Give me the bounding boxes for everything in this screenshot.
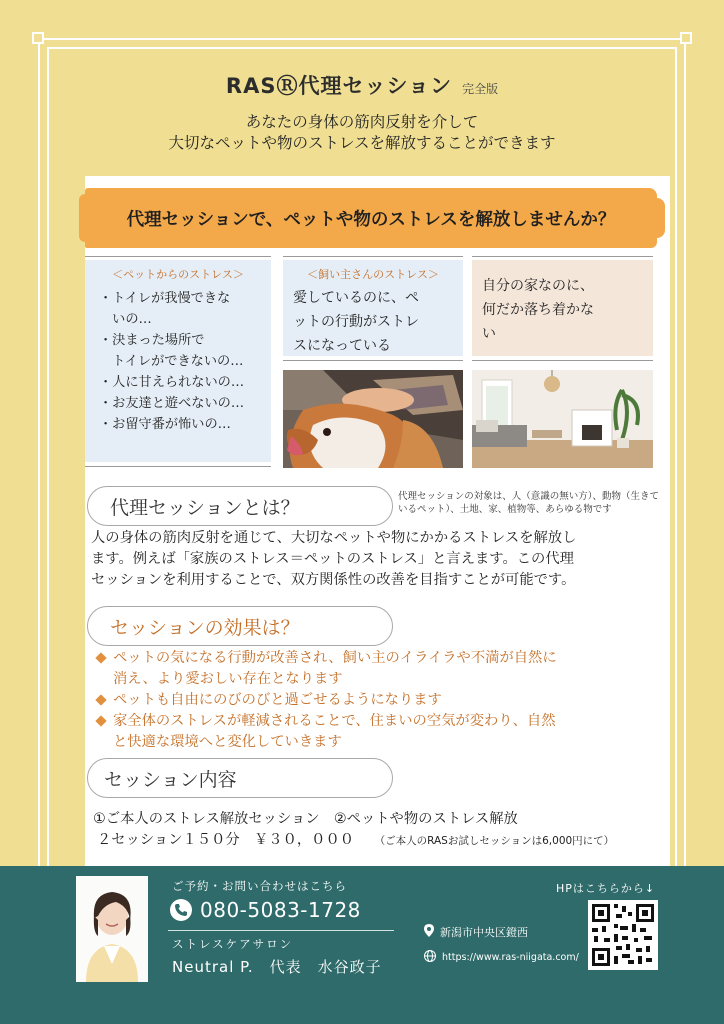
list-item bbox=[95, 690, 667, 711]
owner-stress-label: ＜飼い主さんのストレス＞ bbox=[307, 268, 439, 281]
banner-text: 代理セッションで、ペットや物のストレスを解放しませんか？ bbox=[126, 209, 616, 230]
phone-number[interactable]: 080-5083-1728 bbox=[200, 898, 361, 922]
para-line: 人の身体の筋肉反射を通じて、大切なペットや物にかかるストレスを解放し bbox=[91, 530, 577, 546]
card-top-rule bbox=[472, 256, 653, 257]
diamond-bullet-icon bbox=[95, 694, 106, 705]
map-pin-icon bbox=[424, 924, 434, 940]
frame-corner bbox=[680, 32, 692, 44]
dog-photo bbox=[283, 370, 463, 468]
effect-line: ペットも自由にのびのびと過ごせるようになります bbox=[113, 692, 442, 708]
pet-stress-card bbox=[85, 260, 271, 462]
effect-line: 消え、より愛おしい存在となります bbox=[113, 671, 343, 687]
card-line: ットの行動がストレ bbox=[293, 314, 419, 330]
owner-stress-text bbox=[283, 282, 463, 358]
home-stress-card bbox=[472, 260, 653, 356]
diamond-bullet-icon bbox=[95, 652, 106, 663]
qr-code[interactable] bbox=[588, 900, 658, 970]
effects-heading bbox=[87, 606, 393, 646]
para-line: ます。例えば「家族のストレス＝ペットのストレス」と言えます。この代理 bbox=[91, 551, 574, 567]
about-heading-text: 代理セッションとは？ bbox=[110, 496, 300, 519]
list-item: ・お留守番が怖いの… bbox=[99, 417, 231, 432]
page-title: RASⓇ代理セッション bbox=[225, 74, 453, 98]
list-item: ・決まった場所で bbox=[99, 333, 205, 348]
lead-line: 大切なペットや物のストレスを解放することができます bbox=[168, 134, 556, 152]
effects-list bbox=[95, 648, 667, 753]
website-row[interactable] bbox=[424, 950, 579, 965]
diamond-bullet-icon bbox=[95, 715, 106, 726]
list-item bbox=[95, 711, 667, 753]
pet-stress-label: ＜ペットからのストレス＞ bbox=[112, 268, 244, 281]
list-item: トイレができないの… bbox=[99, 354, 244, 369]
phone-icon bbox=[170, 899, 192, 921]
title-edition: 完全版 bbox=[462, 82, 499, 96]
contact-heading: ご予約・お問い合わせはこちら bbox=[172, 879, 347, 893]
about-paragraph bbox=[91, 528, 669, 591]
card-bottom-rule bbox=[85, 466, 271, 467]
avatar bbox=[76, 876, 148, 982]
about-note bbox=[398, 490, 670, 516]
effects-heading-text: セッションの効果は？ bbox=[110, 616, 300, 639]
website-link[interactable]: https://www.ras-niigata.com/ bbox=[442, 952, 579, 963]
salon-representative: Neutral P. 代表 水谷政子 bbox=[172, 958, 382, 976]
lead-text bbox=[60, 112, 664, 154]
effect-line: と快適な環境へと変化していきます bbox=[113, 734, 342, 750]
globe-icon bbox=[424, 950, 436, 965]
title-row bbox=[60, 70, 664, 100]
card-bottom-rule bbox=[472, 360, 653, 361]
trial-note: （ご本人のRASお試しセッションは6,000円にて） bbox=[374, 835, 615, 847]
card-line: い bbox=[482, 326, 496, 342]
phone-row[interactable] bbox=[170, 898, 361, 922]
price-text: ２セッション１５０分 ￥３０，０００ bbox=[97, 832, 355, 848]
about-heading bbox=[87, 486, 393, 526]
list-item: ・トイレが我慢できな bbox=[99, 291, 231, 306]
card-line: 愛しているのに、ペ bbox=[293, 290, 419, 306]
card-bottom-rule bbox=[283, 360, 463, 361]
note-line: 代理セッションの対象は、人（意識の無い方）、動物（生きて bbox=[398, 491, 660, 502]
headline-banner bbox=[85, 188, 657, 248]
effect-line: ペットの気になる行動が改善され、飼い主のイライラや不満が自然に bbox=[113, 650, 557, 666]
lead-line: あなたの身体の筋肉反射を介して bbox=[245, 113, 479, 131]
hp-label: HPはこちらから↓ bbox=[556, 882, 656, 895]
list-item bbox=[95, 648, 667, 690]
footer-divider bbox=[168, 930, 394, 931]
header bbox=[60, 60, 664, 178]
pet-stress-list bbox=[85, 282, 271, 435]
interior-photo bbox=[472, 370, 653, 468]
list-item: ・お友達と遊べないの… bbox=[99, 396, 245, 411]
content-line-2 bbox=[97, 829, 614, 849]
owner-stress-card bbox=[283, 260, 463, 356]
list-item: ・人に甘えられないの… bbox=[99, 375, 245, 390]
list-item: いの… bbox=[99, 312, 152, 327]
main-panel bbox=[85, 176, 670, 872]
address-row bbox=[424, 924, 528, 940]
salon-type: ストレスケアサロン bbox=[172, 937, 294, 951]
frame-corner bbox=[32, 32, 44, 44]
content-heading bbox=[87, 758, 393, 798]
effect-line: 家全体のストレスが軽減されることで、住まいの空気が変わり、自然 bbox=[113, 713, 556, 729]
card-top-rule bbox=[283, 256, 463, 257]
content-line-1: ①ご本人のストレス解放セッション ②ペットや物のストレス解放 bbox=[93, 811, 518, 827]
home-stress-text bbox=[472, 260, 653, 346]
card-line: 自分の家なのに、 bbox=[482, 278, 594, 294]
content-heading-text: セッション内容 bbox=[104, 768, 237, 791]
card-line: 何だか落ち着かな bbox=[482, 302, 594, 318]
card-top-rule bbox=[85, 256, 271, 257]
address-text: 新潟市中央区鐙西 bbox=[440, 926, 528, 939]
card-line: スになっている bbox=[293, 338, 391, 354]
para-line: セッションを利用することで、双方関係性の改善を目指すことが可能です。 bbox=[91, 572, 576, 588]
footer bbox=[0, 866, 724, 1024]
note-line: いるペット）、土地、家、植物等、あらゆる物です bbox=[398, 504, 612, 515]
